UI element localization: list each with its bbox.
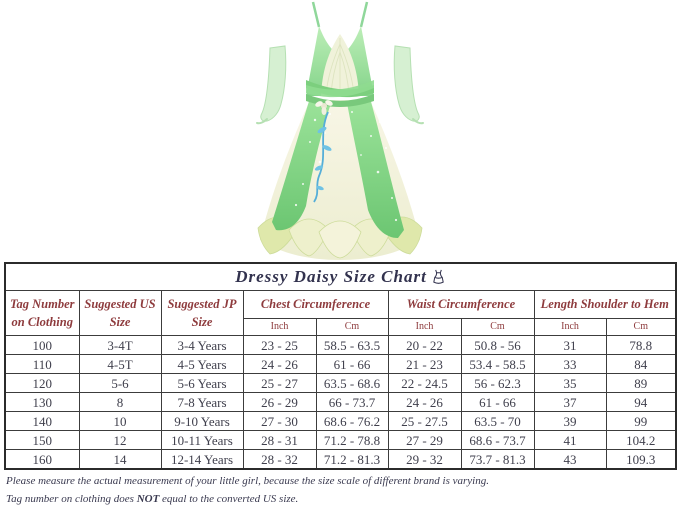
size-cell: 10-11 Years [161,431,243,450]
size-cell: 26 - 29 [243,393,316,412]
table-row [5,450,676,470]
subheader-waist-inch: Inch [388,318,461,335]
chart-title [5,263,676,291]
size-cell: 71.2 - 78.8 [316,431,388,450]
size-cell: 24 - 26 [388,393,461,412]
size-cell: 160 [5,450,79,470]
size-cell: 23 - 25 [243,336,316,355]
size-cell: 9-10 Years [161,412,243,431]
left-glove [257,46,286,123]
note-tag-suffix: equal to the converted US size. [159,493,299,506]
size-cell: 31 [534,336,606,355]
size-cell: 25 - 27.5 [388,412,461,431]
header-tag-number: Tag Number on Clothing [5,291,79,336]
size-cell: 3-4T [79,336,161,355]
size-table-body [5,336,676,470]
dress-strap-left [313,2,319,27]
size-cell: 22 - 24.5 [388,374,461,393]
size-cell: 20 - 22 [388,336,461,355]
size-cell: 35 [534,374,606,393]
size-cell: 12-14 Years [161,450,243,470]
header-length: Length Shoulder to Hem [534,291,676,319]
header-row [5,291,676,319]
size-cell: 43 [534,450,606,470]
size-cell: 89 [606,374,676,393]
size-cell: 61 - 66 [461,393,534,412]
subheader-chest-inch: Inch [243,318,316,335]
header-jp-size: Suggested JP Size [161,291,243,336]
size-cell: 24 - 26 [243,355,316,374]
size-cell: 41 [534,431,606,450]
size-cell: 12 [79,431,161,450]
size-cell: 84 [606,355,676,374]
size-cell: 39 [534,412,606,431]
size-cell: 99 [606,412,676,431]
dress-strap-right [361,2,367,27]
size-cell: 61 - 66 [316,355,388,374]
dress-icon [431,269,446,284]
table-row [5,412,676,431]
header-waist: Waist Circumference [388,291,534,319]
size-cell: 27 - 30 [243,412,316,431]
size-cell: 29 - 32 [388,450,461,470]
note-tag-number [6,493,679,505]
table-row [5,393,676,412]
size-cell: 4-5T [79,355,161,374]
size-cell: 58.5 - 63.5 [316,336,388,355]
table-row [5,431,676,450]
product-image-area [0,0,679,262]
size-cell: 71.2 - 81.3 [316,450,388,470]
size-cell: 27 - 29 [388,431,461,450]
note-tag-bold: NOT [136,493,160,506]
size-cell: 63.5 - 68.6 [316,374,388,393]
size-cell: 150 [5,431,79,450]
size-cell: 68.6 - 73.7 [461,431,534,450]
table-row [5,336,676,355]
size-cell: 37 [534,393,606,412]
header-chest: Chest Circumference [243,291,388,319]
size-cell: 78.8 [606,336,676,355]
table-row [5,374,676,393]
size-cell: 104.2 [606,431,676,450]
chart-title-row [5,263,676,291]
subheader-length-inch: Inch [534,318,606,335]
size-cell: 100 [5,336,79,355]
size-cell: 3-4 Years [161,336,243,355]
size-cell: 28 - 32 [243,450,316,470]
size-cell: 110 [5,355,79,374]
footnotes [6,475,679,505]
size-cell: 68.6 - 76.2 [316,412,388,431]
size-cell: 140 [5,412,79,431]
size-cell: 21 - 23 [388,355,461,374]
dress-product-image [240,0,440,260]
size-cell: 10 [79,412,161,431]
size-cell: 120 [5,374,79,393]
size-cell: 50.8 - 56 [461,336,534,355]
size-cell: 4-5 Years [161,355,243,374]
size-cell: 14 [79,450,161,470]
size-cell: 5-6 Years [161,374,243,393]
size-cell: 25 - 27 [243,374,316,393]
table-row [5,355,676,374]
note-measure: Please measure the actual measurement of your little girl, because the size scale of different brand is varying. [6,475,489,487]
header-us-size: Suggested US Size [79,291,161,336]
subheader-length-cm: Cm [606,318,676,335]
size-cell: 53.4 - 58.5 [461,355,534,374]
size-cell: 33 [534,355,606,374]
size-cell: 94 [606,393,676,412]
size-cell: 5-6 [79,374,161,393]
size-cell: 8 [79,393,161,412]
size-cell: 73.7 - 81.3 [461,450,534,470]
size-cell: 130 [5,393,79,412]
subheader-chest-cm: Cm [316,318,388,335]
subheader-waist-cm: Cm [461,318,534,335]
size-cell: 56 - 62.3 [461,374,534,393]
note-tag-prefix: Tag number on clothing does [6,493,137,506]
size-cell: 109.3 [606,450,676,470]
size-cell: 7-8 Years [161,393,243,412]
size-cell: 66 - 73.7 [316,393,388,412]
chart-title-text: Dressy Daisy Size Chart [235,267,427,286]
size-cell: 63.5 - 70 [461,412,534,431]
dress-bodice [306,26,374,107]
size-cell: 28 - 31 [243,431,316,450]
right-glove [394,46,423,123]
size-chart-table [4,262,677,470]
